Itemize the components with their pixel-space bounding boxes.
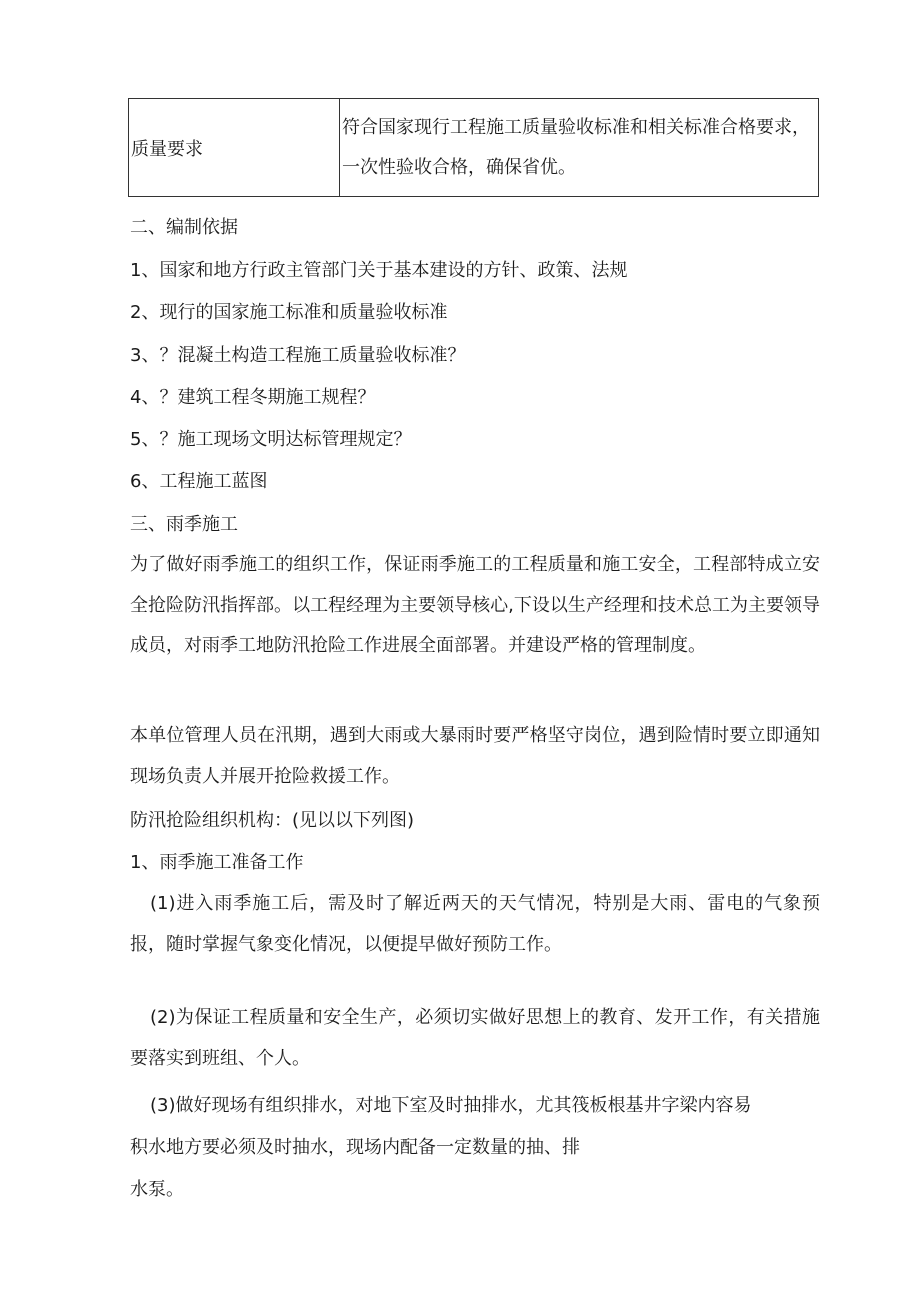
basis-item-2: 2、现行的国家施工标准和质量验收标准 — [130, 302, 448, 323]
rainy-season-paragraph-1: 为了做好雨季施工的组织工作，保证雨季施工的工程质量和施工安全，工程部特成立安全抢险防汛指挥部。以工程经理为主要领导核心,下设以生产经理和技术总工为主要领导成员，对雨季工地防汛抢险工作进展全面部署。并建设严格的管理制度。 — [130, 554, 820, 656]
rainy-season-paragraph-2: 本单位管理人员在汛期，遇到大雨或大暴雨时要严格坚守岗位，遇到险情时要立即通知现场负责人并展开抢险救援工作。 — [130, 725, 820, 787]
preparation-item-2: (2)为保证工程质量和安全生产，必须切实做好思想上的教育、发开工作，有关措施要落实到班组、个人。 — [130, 1007, 820, 1069]
basis-item-1: 1、国家和地方行政主管部门关于基本建设的方针、政策、法规 — [130, 260, 628, 281]
table-row — [129, 99, 819, 197]
preparation-item-3-line-1: (3)做好现场有组织排水，对地下室及时抽排水，尤其筏板根基井字梁内容易 — [150, 1095, 752, 1116]
flood-org-line: 防汛抢险组织机构：(见以以下列图) — [130, 810, 415, 831]
quality-label-cell: 质量要求 — [129, 99, 340, 197]
preparation-item-1: (1)进入雨季施工后，需及时了解近两天的天气情况，特别是大雨、雷电的气象预报，随时掌握气象变化情况，以便提早做好预防工作。 — [130, 893, 820, 955]
quality-requirement-table — [128, 98, 819, 197]
subsection-heading-preparation: 1、雨季施工准备工作 — [130, 852, 304, 873]
basis-item-3: 3、？混凝土构造工程施工质量验收标准？ — [130, 345, 466, 366]
section-heading-basis: 二、编制依据 — [130, 217, 238, 238]
basis-item-4: 4、？建筑工程冬期施工规程？ — [130, 387, 376, 408]
basis-item-6: 6、工程施工蓝图 — [130, 471, 268, 492]
section-heading-rainy-season: 三、雨季施工 — [130, 514, 238, 535]
basis-item-5: 5、？施工现场文明达标管理规定？ — [130, 429, 412, 450]
preparation-item-3-line-2: 积水地方要必须及时抽水，现场内配备一定数量的抽、排 — [130, 1137, 580, 1158]
preparation-item-3-line-3: 水泵。 — [130, 1179, 184, 1200]
quality-value-cell: 符合国家现行工程施工质量验收标准和相关标准合格要求，一次性验收合格，确保省优。 — [340, 99, 819, 197]
